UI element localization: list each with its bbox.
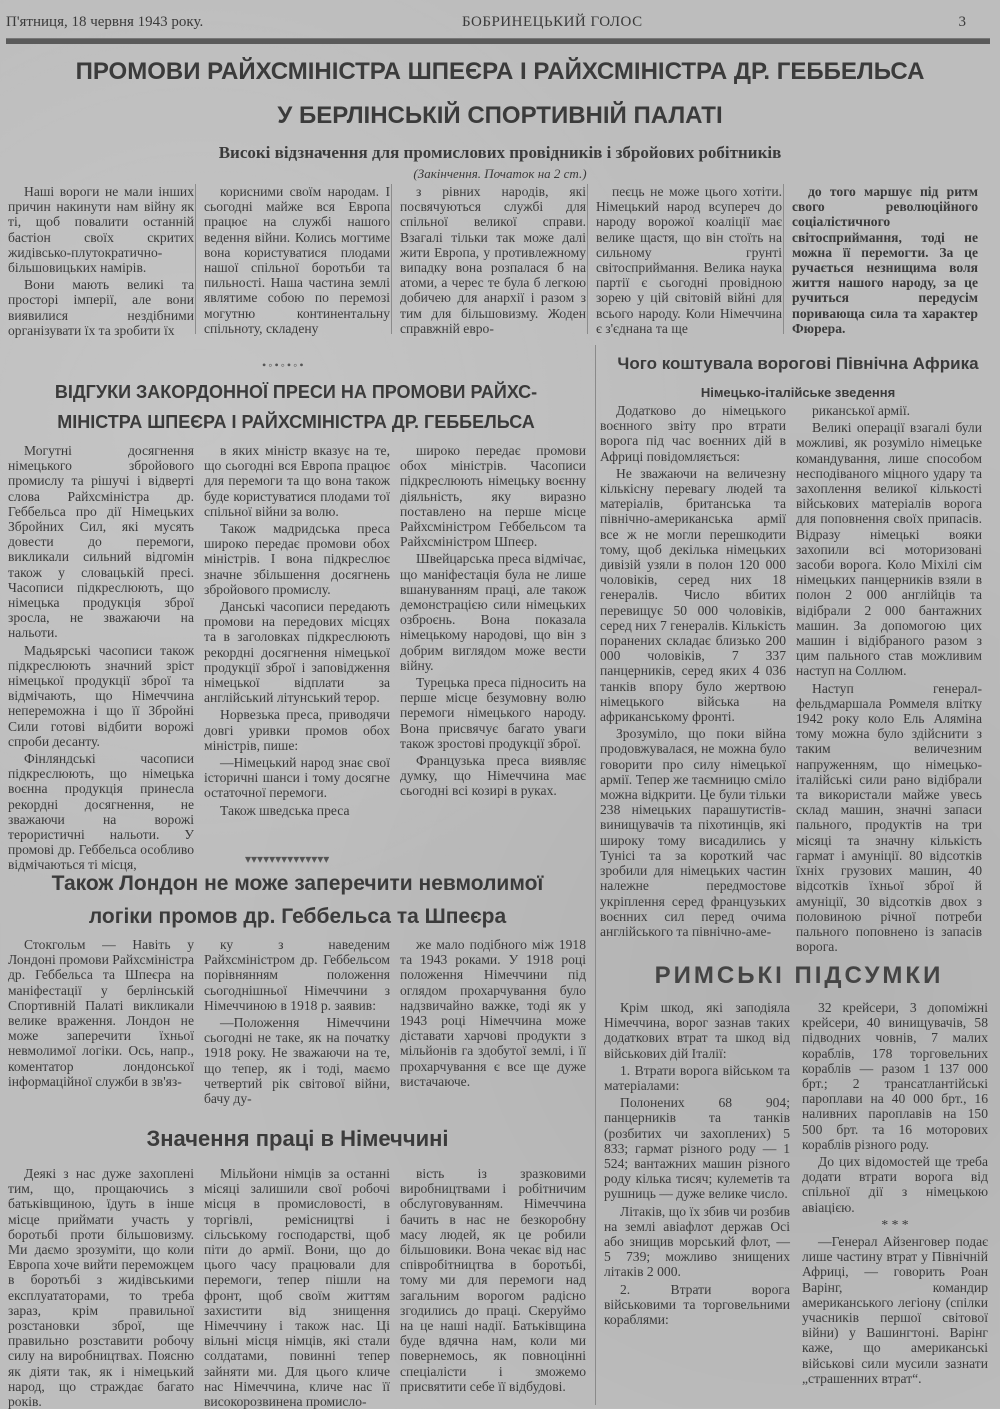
text-column xyxy=(204,184,390,340)
paragraph: Великі операції взагалі були можливі, як розуміло німецьке командування, лише способом несподіваного міцного удару та захоплення великої кількості військових матеріалів ворога для поповнення своїх припасів. Відразу німецькі вояки захопили всі моторизовані засоби ворога. Коло Міхілі сім німецьких панцерників взяли в полон 2 000 англійців та відібрали 2 000 бантажних машин. За допомогою цих машин і відібраного разом з цим пального став можливим наступ на Соллюм. xyxy=(796,420,982,679)
text-column xyxy=(204,937,390,1107)
text-column xyxy=(400,937,586,1092)
paragraph: —Генерал Айзенговер подає лише частину втрат у Північній Африці, — говорить Роан Варінг, командир американського легіону (спілки учасників першої світової війни) у Вашингтоні. Варінг каже, що американські військові сили мусили зазнати „страшенних втрат“. xyxy=(802,1234,988,1386)
ornament-divider-2: ▾▾▾▾▾▾▾▾▾▾▾▾▾▾ xyxy=(245,852,330,866)
paragraph: же мало подібного між 1918 та 1943 роками. У 1918 році положення Німеччини під оглядом прохарчування було надзвичайно важке, тоді як у 1943 році Німеччина може діставати харчові продукти з мільйонів га здобутої землі, і її прохарчування є все ще дуже вистачаюче. xyxy=(400,937,586,1089)
labor-headline: Значення праці в Німеччині xyxy=(146,1126,449,1151)
paragraph: До цих відомостей ще треба додати втрати ворога від спільної дії з німецькою авіацією. xyxy=(802,1154,988,1215)
main-subtitle: Високі відзначення для промислових провідників і збройових робітників xyxy=(218,143,782,162)
main-headline-line-2: У БЕРЛІНСЬКІЙ СПОРТИВНІЙ ПАЛАТІ xyxy=(277,102,723,129)
main-headline-line-1: ПРОМОВИ РАЙХСМІНІСТРА ШПЕЄРА І РАЙХСМІНІСТРА ДР. ГЕББЕЛЬСА xyxy=(75,58,925,85)
paragraph: Наступ генерал-фельдмаршала Роммеля влітку 1942 року коло Ель Аляміна тому можна було здійснити з таким величезним напруженням, що німецько-італійські сили рано відібрали та використали майже увесь склад машин, значні запаси пального, продуктів на три місяці та значну кількість гармат і амуніції. 80 відсотків їхніх грузових машин, 40 відсотків їхньої зброї й амуніції, 30 відсотків двох з половиною річної потреби пального поповнено із запасів ворога. xyxy=(796,680,982,955)
text-column xyxy=(802,1000,988,1402)
paragraph: 1. Втрати ворога військом та матеріалами: xyxy=(604,1062,790,1094)
paragraph: Також шведська преса xyxy=(220,802,350,818)
africa-article-columns xyxy=(600,403,982,955)
africa-subtitle: Німецько-італійське зведення xyxy=(700,385,896,400)
rome-article-columns xyxy=(604,1000,988,1402)
paragraph: Швейцарська преса відмічає, що маніфестація була не лише вшануванням праці, але також демонстрацією сили німецьких озброєнь. Вона показала німецькому народові, що він з добрим виглядом може вести війну. xyxy=(400,551,586,673)
paragraph: Данські часописи передають промови на передових місцях та в заголовках підкреслюють рекордні досягнення німецької продукції зброї і заповідження німецької відплати за англійський літунський терор. xyxy=(204,599,390,706)
africa-headline: Чого коштувала ворогові Північна Африка xyxy=(617,354,979,373)
paragraph: Могутні досягнення німецького збройового промислу та рішучі і відверті слова Райхсміністра др. Геббельса про дії Німецьких Збройних Сил, які мусять довести до перемоги, викликали сильний відгомін також у словацькій пресі. Часописи підкреслюють, що німецька продукція зброї зросла, не зважаючи на нальоти. xyxy=(8,443,194,641)
paragraph: Французька преса виявляє думку, що Німеччина має сьогодні всі козирі в руках. xyxy=(400,753,586,799)
paragraph: корисними своїм народам. І сьогодні майже вся Европа працює на службі нашого ведення війни. Колись могтиме вона користуватися плодами нашої спільної боротьби та пильності. Наша частина землі являтиме собою по перемозі могутню континентальну спільноту, складену xyxy=(204,184,390,336)
paragraph: до того маршує під ритм свого революційного соціалістичного світосприймання, тоді не можна її перемогти. За це ручається незнищима воля життя нашого народу, за це ручиться передусім поривающа сила та характер Фюрера. xyxy=(792,184,978,336)
paragraph: Норвезька преса, приводячи довгі уривки промов обох міністрів, пише: xyxy=(204,707,390,753)
press-article-columns xyxy=(8,443,596,873)
paragraph: пеєць не може цього хотіти. Німецький народ всупереч до народу ворожої коаліції має велике щастя, що він стоїть на сильному грунті світосприймання. Велика наука партії є сьогодні провідною зорею у цій світовій війні для всього народу. Коли Німеччина є з'єднана та ще xyxy=(596,184,782,336)
paragraph: Мільйони німців за останні місяці залишили свої робочі місця в промисловості, в торгівлі, ремісництві і сільському господарстві, щоб піти до армії. Вони, що до цього часу працювали для перемоги, тепер пішли на фронт, щоб своїм життям захистити від знищення Німеччину і також нас. Ці вільні місця німців, які стали солдатами, повинні тепер зайняти ми. Для цього кличе нас Німеччина, кличе нас її високорозвинена промисло- xyxy=(204,1166,390,1409)
london-headline-line-1: Також Лондон не може заперечити невмолимої xyxy=(51,872,544,895)
text-column xyxy=(600,403,786,951)
paragraph: вість із зразковими виробництвами і робітничим обслуговуванням. Німеччина бачить в нас не безкоробну масу людей, як це робили більшовики. Вона чекає від нас співробітництва в боротьбі, тому ми для перемоги над загальним ворогом радісно згодились до праці. Скеруймо на це наші надії. Батьківщина буде вдячна нам, коли ми повернемось, як повноцінні спеціалісти і зможемо присвятити себе її відбудові. xyxy=(400,1166,586,1394)
newspaper-name: БОБРИНЕЦЬКИЙ ГОЛОС xyxy=(462,14,643,30)
text-column xyxy=(596,184,782,340)
text-column xyxy=(400,184,586,340)
text-column xyxy=(400,1166,586,1402)
column-rule xyxy=(595,345,596,1405)
column-rule xyxy=(783,184,784,334)
text-column xyxy=(204,1166,390,1409)
paragraph: з рівних народів, які посвячуються службі для спільної великої справи. Взагалі тільки так може далі жити Европа, у противлежному випадку вона розпалася б на атоми, а черес те була б легкою добичею для анархії і разом з тим для більшовизму. Жоден справжній евро- xyxy=(400,184,586,336)
text-column xyxy=(792,184,978,340)
paragraph: 32 крейсери, 3 допоміжні крейсери, 40 винищувачів, 58 підводних човнів, 7 малих кораблів, 178 торговельних кораблів — разом 1 137 000 брт.; 2 трансатлантійські пароплави на 40 000 брт., 16 наливних пароплавів на 150 500 брт. та 16 моторових кораблів різного роду. xyxy=(802,1000,988,1152)
paragraph: в яких міністр вказує на те, що сьогодні вся Европа працює для перемоги та що вона також буде користуватися плодами тої спільної війни за волю. xyxy=(204,443,390,519)
paragraph: ку з наведеним Райхсміністром др. Геббельсом порівнянням положення сьогоднішньої Німеччини з Німеччиною в 1918 р. заявив: xyxy=(204,937,390,1013)
paragraph: Крім шкод, які заподіяла Німеччина, ворог зазнав таких додаткових втрат та шкод від військових дій Італії: xyxy=(604,1000,790,1061)
paragraph: Стокгольм — Навіть у Лондоні промови Райхсміністра др. Геббельса та Шпеєра на маніфестації у берлінській Спортивній Палаті викликали велике враження. Лондон не може заперечити їхньої невмолимої логіки. Ось, напр., коментатор лондонської інформаційної служби в зв'яз- xyxy=(8,937,194,1089)
page-number: 3 xyxy=(958,14,966,30)
column-rule xyxy=(195,184,196,334)
continuation-note: (Закінчення. Початок на 2 ст.) xyxy=(413,166,587,181)
press-headline-line-2: МІНІСТРА ШПЕЄРА І РАЙХСМІНІСТРА ДР. ГЕББЕЛЬСА xyxy=(57,412,535,432)
paragraph: Додатково до німецького воєнного звіту про втрати ворога під час воєнних дій в Африці повідомляється: xyxy=(600,403,786,464)
london-headline-line-2: логіки промов др. Геббельса та Шпеєра xyxy=(88,905,507,928)
paragraph: —Німецький народ знає свої історичні шанси і тому досягне остаточної перемоги. xyxy=(204,755,390,801)
paragraph: Також мадридська преса широко передає промови обох міністрів. І вона підкреслює значне збільшення досягнень збройового промислу. xyxy=(204,521,390,597)
paragraph: риканської армії. xyxy=(812,403,911,418)
paragraph: Мадьярські часописи також підкреслюють значний зріст німецької продукції зброї та відмічають, що Німеччина непереможна і що її Збройні Сили готові відбити ворожі спроби десанту. xyxy=(8,642,194,749)
paragraph: Вони мають великі та просторі імперії, але вони виявилися нездібними організувати їх та зробити їх xyxy=(8,277,194,338)
text-column xyxy=(8,443,194,873)
text-column xyxy=(400,443,586,847)
press-headline-line-1: ВІДГУКИ ЗАКОРДОННОЇ ПРЕСИ НА ПРОМОВИ РАЙХС- xyxy=(54,382,538,402)
paragraph: Фінляндські часописи підкреслюють, що німецька воєнна продукція принесла рекордні досягнення, не зважаючи на ворожі терористичні нальоти. У промові др. Геббельса особливо відмічаються ті місця, xyxy=(8,751,194,873)
labor-article-columns xyxy=(8,1166,596,1409)
paragraph: Літаків, що їх збив чи розбив на землі авіафлот держав Осі або знищив морський флот, — 5 739; можливо знищених літаків 2 000. xyxy=(604,1203,790,1280)
text-column xyxy=(8,937,194,1092)
column-rule xyxy=(391,184,392,334)
text-column xyxy=(796,403,982,955)
london-article-columns xyxy=(8,937,596,1107)
issue-date: П'ятниця, 18 червня 1943 року. xyxy=(6,14,204,30)
main-article-columns xyxy=(8,184,978,340)
paragraph: Зрозуміло, що поки війна продовжувалася, не можна було говорити про силу німецької армії. Тепер же таємницю сміло можна відкрити. Це були тільки 238 німецьких парашутистів-винищувачів та піхотинців, які широку тому висадились у Тунісі та за короткий час зробили для німецьких частин належне передмостове укріплення серед французьких воєнних сил перед очима англійського та північно-аме- xyxy=(600,726,786,939)
paragraph: Турецька преса підносить на перше місце безумовну волю перемоги німецького народу. Вона присвячує багато уваги також зростові продукції зброї. xyxy=(400,675,586,751)
text-column xyxy=(204,443,390,847)
paragraph: Деякі з нас дуже захоплені тим, що, прощаючись з батьківщиною, їдуть в інше місце приймати участь у боротьбі проти більшовизму. Ми даємо зрозуміти, що коли Европа хоче вийти переможцем в боротьбі з жидівськими експлуататорами, то треба зараз, крім правильної розстановки зброї, ще правильно розставити робочу силу на виробництвах. Поясню як діяти так, як і німецький народ, що страждає багато років. xyxy=(8,1166,194,1409)
rome-headline: РИМСЬКІ ПІДСУМКИ xyxy=(654,962,944,989)
paragraph: Не зважаючи на величезну кількісну перевагу людей та матеріалів, британська та північно-американська армії все ж не могли перешкодити тому, щоб декілька німецьких дивізій узяли в полон 120 000 чоловіків, серед них 18 генералів. Число вбитих перевищує 50 000 чоловіків, серед них 7 генералів. Кількість поранених складає близько 200 000 чоловіків, 7 337 панцерників, серед яких 4 036 танків впору було жертвою німецького війська на африканському фронті. xyxy=(600,465,786,725)
text-column xyxy=(8,1166,194,1409)
paragraph: * * * xyxy=(881,1216,909,1232)
header-rule xyxy=(6,38,990,44)
text-column xyxy=(604,1000,790,1402)
paragraph: Полонених 68 904; панцерників та танків (розбитих чи захоплених) 5 833; гармат різного роду — 1 524; вантажних машин різного роду кілька тисяч; кулеметів та рушниць — дуже велике число. xyxy=(604,1095,790,1202)
paragraph: —Положення Німеччини сьогодні не таке, як на початку 1918 року. Не зважаючи на те, що тепер, як і тоді, маємо четвертий рік світової війни, бачу ду- xyxy=(204,1015,390,1107)
paragraph: Наші вороги не мали інших причин накинути нам війну як ті, щоб повалити останній бастіон своїх скритих жидівсько-плутократично-більшовицьких намірів. xyxy=(8,184,194,276)
ornament-divider: •◦•◦•◦• xyxy=(262,358,306,372)
paragraph: широко передає промови обох міністрів. Часописи підкреслюють німецьку воєнну діяльність, яку виразно поставлено на перше місце Райхсміністром Геббельсом та Райхсміністром Шпеєр. xyxy=(400,443,586,550)
column-rule xyxy=(587,184,588,334)
text-column xyxy=(8,184,194,340)
paragraph: 2. Втрати ворога військовими та торговельними кораблями: xyxy=(604,1281,790,1328)
